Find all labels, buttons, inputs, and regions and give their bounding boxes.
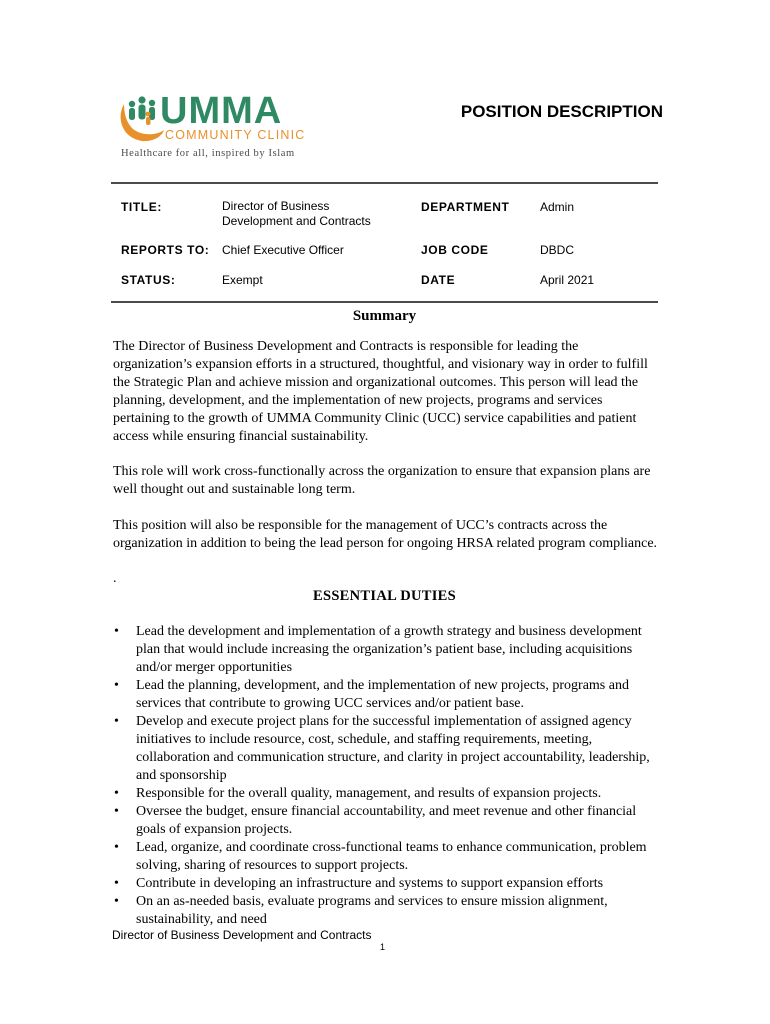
title-label: TITLE: <box>121 200 162 214</box>
list-item <box>113 875 658 893</box>
duty-text: Contribute in developing an infrastructure and systems to support expansion efforts <box>136 876 604 891</box>
duty-text: Lead, organize, and coordinate cross-functional teams to enhance communication, problem solving, sharing of resources to support projects. <box>136 840 647 873</box>
logo-tagline: Healthcare for all, inspired by Islam <box>121 148 295 159</box>
date-label: DATE <box>421 273 456 287</box>
bullet-icon: • <box>114 678 119 693</box>
title-value-line2: Development and Contracts <box>222 214 371 228</box>
stray-dot: . <box>113 571 117 586</box>
duties-list <box>113 623 658 929</box>
department-value: Admin <box>540 200 575 214</box>
logo-wordmark: UMMA <box>160 90 283 132</box>
bullet-icon: • <box>114 624 119 639</box>
summary-paragraph-1: The Director of Business Development and Contracts is responsible for leading the organization’s expansion efforts in a structured, thoughtful, and visionary way in order to fulfill the Strategic Plan and achieve mission and organizational outcomes. This person will lead the planning, development, and the implementation of new projects, programs and services pertaining to the growth of UMMA Community Clinic (UCC) service capabilities and patient access while ensuring financial sustainability. <box>113 339 648 444</box>
list-item <box>113 713 658 785</box>
job-code-label: JOB CODE <box>421 243 489 257</box>
summary-paragraph-2: This role will work cross-functionally across the organization to ensure that expansion plans are well thought out and sustainable long term. <box>113 464 651 497</box>
date-value: April 2021 <box>540 273 595 287</box>
list-item <box>113 623 658 677</box>
title-value-line1: Director of Business <box>222 199 330 213</box>
list-item <box>113 893 658 929</box>
top-divider <box>111 182 658 184</box>
bullet-icon: • <box>114 894 119 909</box>
essential-duties-heading: ESSENTIAL DUTIES <box>312 588 457 604</box>
reports-to-label: REPORTS TO: <box>121 243 210 257</box>
bullet-icon: • <box>114 876 119 891</box>
duty-text: Responsible for the overall quality, management, and results of expansion projects. <box>136 786 602 801</box>
job-code-value: DBDC <box>540 243 575 257</box>
bullet-icon: • <box>114 786 119 801</box>
reports-to-value: Chief Executive Officer <box>222 243 344 257</box>
bullet-icon: • <box>114 804 119 819</box>
logo-people-icon <box>118 94 166 144</box>
department-label: DEPARTMENT <box>421 200 510 214</box>
meta-divider <box>111 301 658 303</box>
page-footer: Director of Business Development and Contracts <box>112 928 372 942</box>
status-value: Exempt <box>222 273 263 287</box>
duty-text: Lead the planning, development, and the implementation of new projects, programs and services that contribute to growing UCC services and/or patient base. <box>136 678 629 711</box>
bullet-icon: • <box>114 714 119 729</box>
bullet-icon: • <box>114 840 119 855</box>
list-item <box>113 803 658 839</box>
list-item <box>113 785 658 803</box>
logo-subtitle: COMMUNITY CLINIC <box>165 128 306 142</box>
title-value <box>222 199 371 229</box>
duty-text: On an as-needed basis, evaluate programs and services to ensure mission alignment, sustainability, and need <box>136 894 608 927</box>
document-title: POSITION DESCRIPTION <box>460 102 663 121</box>
list-item <box>113 677 658 713</box>
duty-text: Oversee the budget, ensure financial accountability, and meet revenue and other financial goals of expansion projects. <box>136 804 637 837</box>
summary-paragraph-3: This position will also be responsible for the management of UCC’s contracts across the organization in addition to being the lead person for ongoing HRSA related program compliance. <box>113 518 658 551</box>
page-number: 1 <box>380 942 386 952</box>
summary-heading: Summary <box>352 308 417 324</box>
duty-text: Develop and execute project plans for the successful implementation of assigned agency initiatives to include resource, cost, schedule, and staffing requirements, meeting, collaboration and communication structure, and clarity in project accountability, leadership, and sponsorship <box>136 714 650 783</box>
duty-text: Lead the development and implementation of a growth strategy and business development plan that would include increasing the organization’s patient base, including acquisitions and/or merger opportunities <box>136 624 642 675</box>
status-label: STATUS: <box>121 273 176 287</box>
list-item <box>113 839 658 875</box>
